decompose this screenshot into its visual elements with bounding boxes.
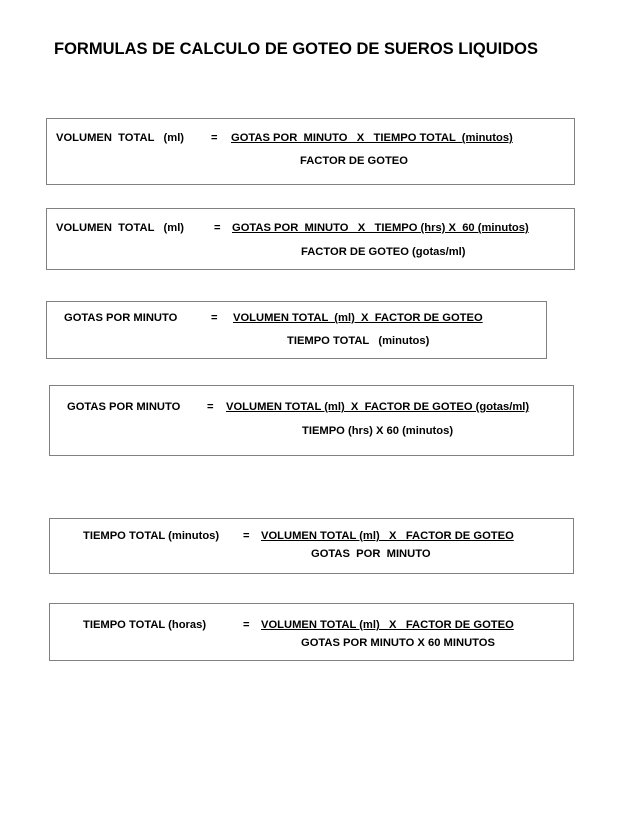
formula-box-volume-minutes [46,118,575,185]
formula-denominator: TIEMPO TOTAL (minutos) [287,335,430,347]
formula-box-drops-minutes [46,301,547,359]
formula-numerator: GOTAS POR MINUTO X TIEMPO (hrs) X 60 (minutos) [232,222,529,234]
formula-numerator: VOLUMEN TOTAL (ml) X FACTOR DE GOTEO (gotas/ml) [226,401,530,413]
formula-numerator: VOLUMEN TOTAL (ml) X FACTOR DE GOTEO [261,530,514,542]
formula-numerator: VOLUMEN TOTAL (ml) X FACTOR DE GOTEO [261,619,514,631]
formula-lhs: VOLUMEN TOTAL (ml) [56,132,185,144]
page-title: FORMULAS DE CALCULO DE GOTEO DE SUEROS LIQUIDOS [54,40,539,58]
formula-lhs: VOLUMEN TOTAL (ml) [56,222,185,234]
formula-lhs: GOTAS POR MINUTO [67,401,181,413]
formula-box-time-minutes [49,518,574,574]
formula-equals: = [207,401,214,413]
formula-lhs: GOTAS POR MINUTO [64,312,178,324]
formula-denominator: FACTOR DE GOTEO (gotas/ml) [301,246,466,258]
formula-denominator: TIEMPO (hrs) X 60 (minutos) [302,425,454,437]
formula-lhs: TIEMPO TOTAL (horas) [83,619,207,631]
formula-box-drops-hours [49,385,574,456]
formula-equals: = [243,530,250,542]
formula-box-volume-hours [46,208,575,270]
formula-lhs: TIEMPO TOTAL (minutos) [83,530,220,542]
formula-numerator: GOTAS POR MINUTO X TIEMPO TOTAL (minutos) [231,132,513,144]
formula-numerator: VOLUMEN TOTAL (ml) X FACTOR DE GOTEO [233,312,483,324]
formula-equals: = [211,132,218,144]
formula-denominator: GOTAS POR MINUTO [311,548,431,560]
formula-denominator: GOTAS POR MINUTO X 60 MINUTOS [301,637,495,649]
formula-equals: = [211,312,218,324]
formula-box-time-hours [49,603,574,661]
formula-equals: = [243,619,250,631]
formula-equals: = [214,222,221,234]
formula-denominator: FACTOR DE GOTEO [300,155,408,167]
